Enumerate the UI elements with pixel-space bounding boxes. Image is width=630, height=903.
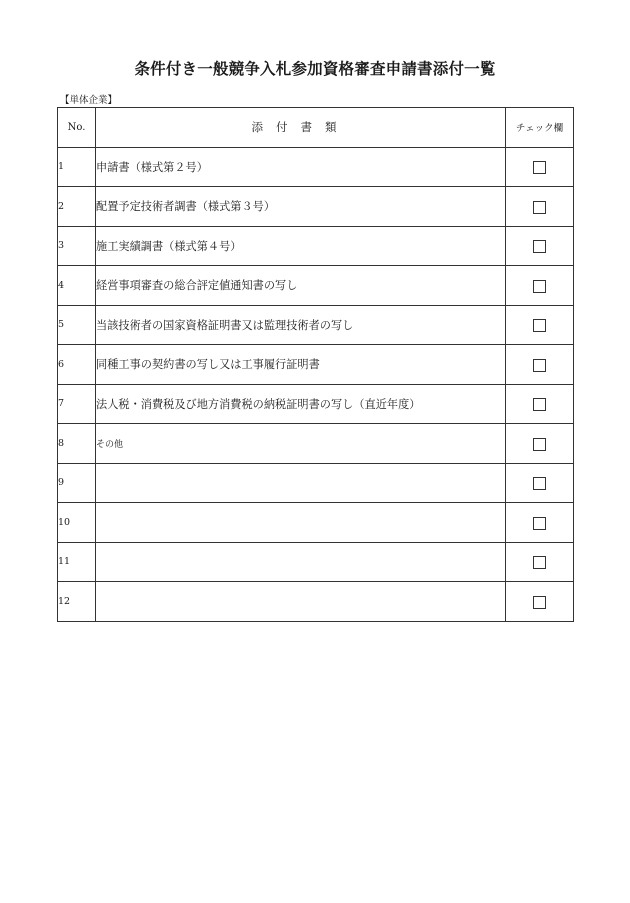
row-number: 12 [58,582,96,622]
row-number: 7 [58,384,96,424]
page-title: 条件付き一般競争入札参加資格審査申請書添付一覧 [134,59,496,78]
table-row [58,384,574,424]
row-number: 10 [58,503,96,543]
document-name: 当該技術者の国家資格証明書又は監理技術者の写し [96,305,506,345]
document-name: その他 [96,424,506,464]
header-no: No. [58,108,96,148]
document-name: 施工実績調書（様式第４号） [96,226,506,266]
checkbox[interactable] [533,201,546,214]
table-row [58,226,574,266]
row-number: 9 [58,463,96,503]
check-cell [506,147,574,187]
document-name: 申請書（様式第２号） [96,147,506,187]
check-cell [506,503,574,543]
checkbox[interactable] [533,517,546,530]
document-name: 同種工事の契約書の写し又は工事履行証明書 [96,345,506,385]
check-cell [506,424,574,464]
check-cell [506,384,574,424]
table-row [58,345,574,385]
checkbox[interactable] [533,596,546,609]
category-label: 【単体企業】 [60,95,118,106]
document-name [96,542,506,582]
check-cell [506,266,574,306]
table-row [58,503,574,543]
check-cell [506,542,574,582]
checkbox[interactable] [533,319,546,332]
check-cell [506,582,574,622]
table-row [58,266,574,306]
row-number: 5 [58,305,96,345]
checkbox[interactable] [533,161,546,174]
document-name [96,582,506,622]
checkbox[interactable] [533,280,546,293]
row-number: 11 [58,542,96,582]
checkbox[interactable] [533,398,546,411]
checkbox[interactable] [533,359,546,372]
checkbox[interactable] [533,477,546,490]
row-number: 8 [58,424,96,464]
checkbox[interactable] [533,556,546,569]
row-number: 4 [58,266,96,306]
header-documents: 添付書類 [96,108,506,148]
row-number: 2 [58,187,96,227]
row-number: 3 [58,226,96,266]
table-row [58,305,574,345]
checkbox[interactable] [533,240,546,253]
table-row [58,424,574,464]
table-row [58,582,574,622]
checkbox[interactable] [533,438,546,451]
check-cell [506,463,574,503]
document-name: 経営事項審査の総合評定値通知書の写し [96,266,506,306]
table-row [58,463,574,503]
row-number: 6 [58,345,96,385]
document-name: 配置予定技術者調書（様式第３号） [96,187,506,227]
table-row [58,147,574,187]
row-number: 1 [58,147,96,187]
table-row [58,187,574,227]
check-cell [506,226,574,266]
attachment-table [57,107,574,622]
check-cell [506,305,574,345]
table-row [58,542,574,582]
header-check: チェック欄 [506,108,574,148]
table-header-row [58,108,574,148]
document-name: 法人税・消費税及び地方消費税の納税証明書の写し（直近年度） [96,384,506,424]
check-cell [506,187,574,227]
document-name [96,463,506,503]
check-cell [506,345,574,385]
document-name [96,503,506,543]
